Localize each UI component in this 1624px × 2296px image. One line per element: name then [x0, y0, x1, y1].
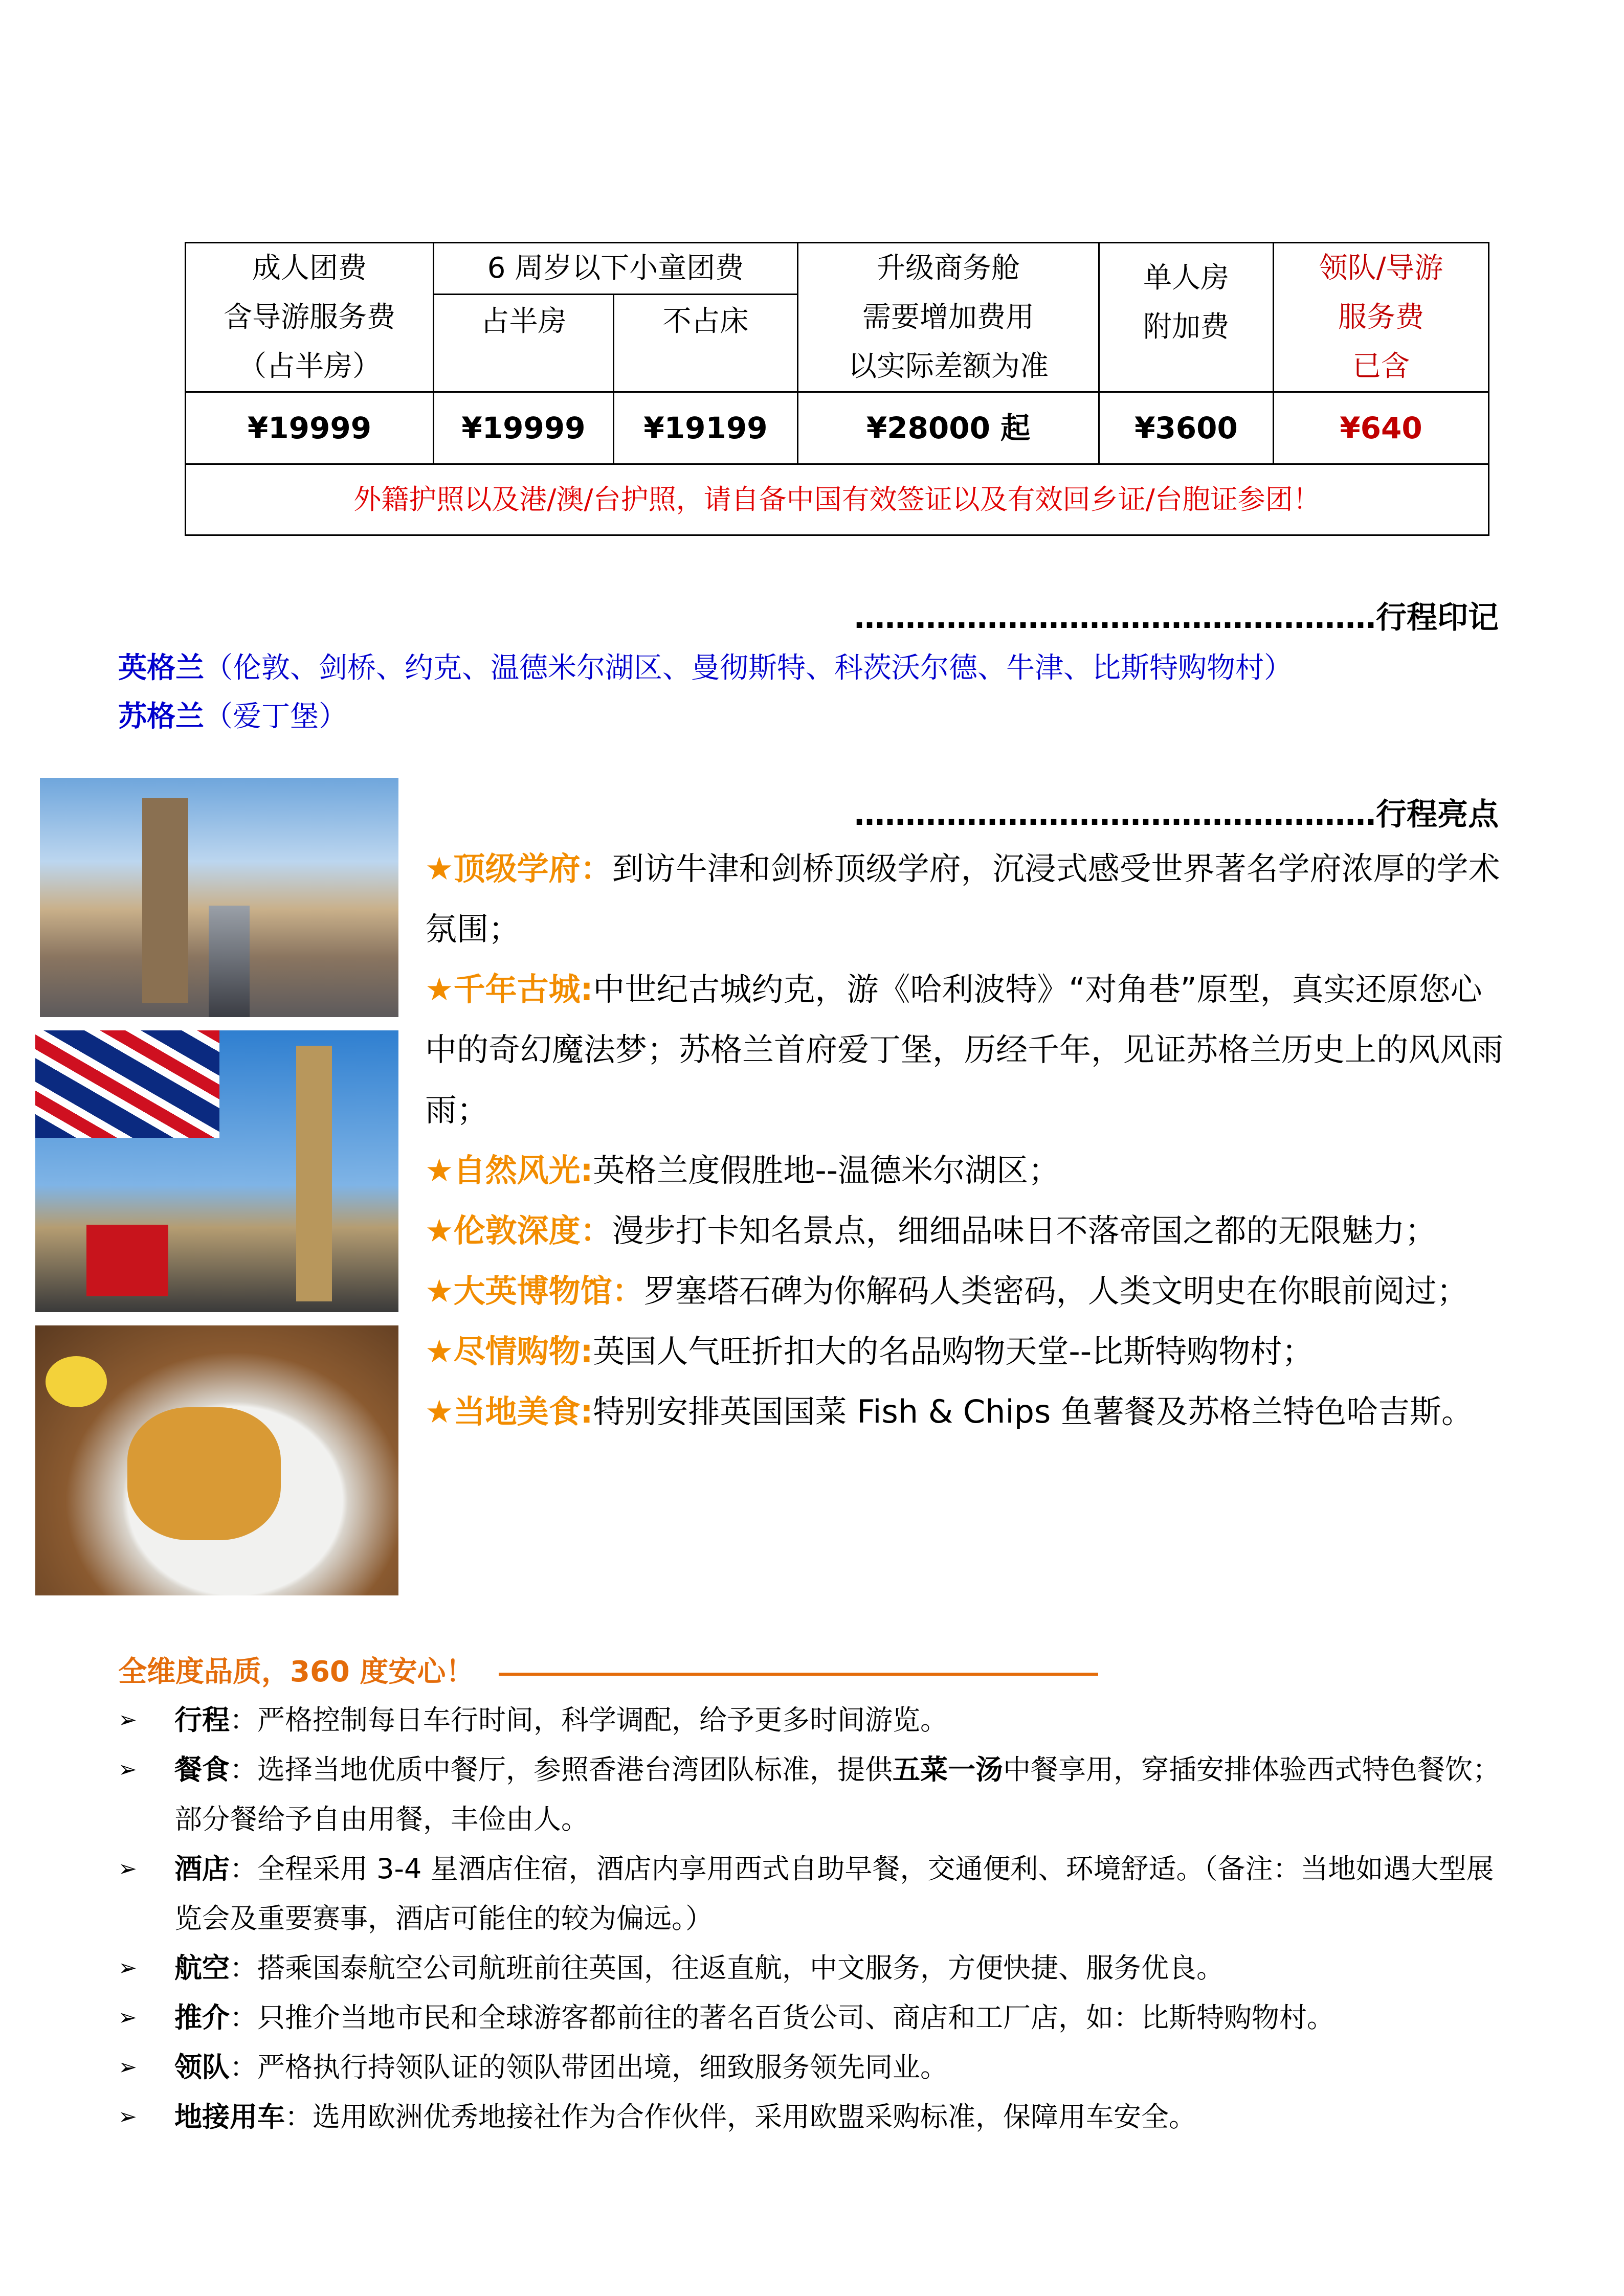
highlight-item	[425, 1201, 1504, 1261]
clock-tower-shape	[142, 798, 188, 1003]
item-label: 酒店	[174, 1853, 230, 1885]
highlight-text: 罗塞塔石碑为你解码人类密码，人类文明史在你眼前阅过；	[643, 1272, 1469, 1310]
arrow-right-icon: ➢	[118, 1757, 137, 1783]
item-text: ：选择当地优质中餐厅，参照香港台湾团队标准，提供	[230, 1753, 893, 1786]
arrow-right-icon: ➢	[118, 2054, 137, 2080]
price-table	[185, 242, 1489, 536]
header-text: 单人房	[1143, 261, 1229, 295]
arrow-right-icon: ➢	[118, 1707, 137, 1733]
highlight-label: ★千年古城:	[425, 971, 593, 1008]
item-label: 餐食	[174, 1753, 230, 1786]
header-business	[798, 243, 1099, 392]
region-england	[118, 645, 1293, 686]
fried-fish-shape	[127, 1407, 281, 1540]
quality-title: 全维度品质，360 度安心！	[118, 1655, 475, 1689]
highlight-item	[425, 1140, 1504, 1201]
quality-item	[118, 1844, 1504, 1943]
region-places: （爱丁堡）	[204, 700, 347, 733]
item-label: 航空	[174, 1952, 230, 1984]
highlights-title: ……………………………………………行程亮点	[854, 797, 1499, 832]
highlight-item	[425, 1382, 1504, 1442]
header-text: 服务费	[1338, 300, 1424, 334]
region-scotland	[118, 694, 347, 735]
passport-note: 外籍护照以及港/澳/台护照，请自备中国有效签证以及有效回乡证/台胞证参团！	[186, 464, 1489, 535]
arrow-right-icon: ➢	[118, 1955, 137, 1981]
header-text: 已含	[1352, 349, 1410, 383]
region-name: 苏格兰	[118, 700, 204, 733]
header-text: 领队/导游	[1319, 251, 1443, 285]
street-shape	[209, 906, 250, 1017]
header-child-half-room: 占半房	[434, 295, 614, 392]
highlight-item	[425, 839, 1504, 959]
highlight-text: 漫步打卡知名景点，细细品味日不落帝国之都的无限魅力；	[612, 1212, 1437, 1249]
highlight-item	[425, 959, 1504, 1140]
item-label: 地接用车	[174, 2101, 285, 2133]
highlight-label: ★自然风光:	[425, 1152, 593, 1189]
highlight-text: 到访牛津和剑桥顶级学府，沉浸式感受世界著名学府浓厚的学术氛围；	[425, 850, 1500, 948]
quality-item	[118, 1695, 1504, 1745]
item-text: ：严格执行持领队证的领队带团出境，细致服务领先同业。	[230, 2051, 948, 2083]
header-text: 含导游服务费	[224, 300, 395, 334]
highlight-label: ★尽情购物:	[425, 1333, 593, 1370]
price-guide: ¥640	[1274, 392, 1489, 464]
header-text: 成人团费	[252, 251, 367, 285]
header-text: 以实际差额为准	[848, 349, 1049, 383]
header-adult	[186, 243, 434, 392]
item-text: ：只推介当地市民和全球游客都前往的著名百货公司、商店和工厂店，如：比斯特购物村。	[230, 2001, 1334, 2034]
item-text: ：选用欧洲优秀地接社作为合作伙伴，采用欧盟采购标准，保障用车安全。	[285, 2101, 1196, 2133]
header-text: 需要增加费用	[862, 300, 1034, 334]
region-places: （伦敦、剑桥、约克、温德米尔湖区、曼彻斯特、科茨沃尔德、牛津、比斯特购物村）	[204, 651, 1293, 685]
highlight-text: 中世纪古城约克，游《哈利波特》“对角巷”原型，真实还原您心中的奇幻魔法梦；苏格兰首府爱丁堡，历经千年，见证苏格兰历史上的风风雨雨；	[425, 971, 1504, 1129]
quality-divider	[499, 1673, 1098, 1676]
big-ben-shape	[296, 1046, 332, 1301]
header-single	[1099, 243, 1274, 392]
highlight-label: ★大英博物馆：	[425, 1272, 644, 1310]
highlight-label: ★伦敦深度：	[425, 1212, 612, 1249]
quality-item	[118, 2042, 1504, 2092]
edinburgh-photo	[40, 778, 398, 1017]
item-text: ：全程采用 3-4 星酒店住宿，酒店内享用西式自助早餐，交通便利、环境舒适。（备注：当地如遇大型展览会及重要赛事，酒店可能住的较为偏远。）	[174, 1853, 1494, 1934]
highlight-item	[425, 1261, 1504, 1321]
header-child-no-bed: 不占床	[614, 295, 798, 392]
highlight-item	[425, 1321, 1504, 1382]
highlight-text: 英格兰度假胜地--温德米尔湖区；	[593, 1152, 1060, 1189]
london-photo	[35, 1030, 398, 1312]
quality-item	[118, 1993, 1504, 2042]
item-label: 行程	[174, 1704, 230, 1736]
price-business: ¥28000 起	[798, 392, 1099, 464]
item-text: ：搭乘国泰航空公司航班前往英国，往返直航，中文服务，方便快捷、服务优良。	[230, 1952, 1224, 1984]
fish-and-chips-photo	[35, 1325, 398, 1595]
quality-item	[118, 1943, 1504, 1993]
item-bold-text: 五菜一汤	[893, 1753, 1003, 1786]
highlight-label: ★当地美食:	[425, 1393, 593, 1430]
price-single: ¥3600	[1099, 392, 1274, 464]
header-text: （占半房）	[238, 349, 381, 383]
price-adult: ¥19999	[186, 392, 434, 464]
lemon-shape	[46, 1356, 107, 1407]
arrow-right-icon: ➢	[118, 2005, 137, 2031]
header-child: 6 周岁以下小童团费	[434, 243, 798, 295]
item-text: 中餐享用，穿插安排体验西式特色餐饮；部分餐给予自由用餐，丰俭由人。	[174, 1753, 1500, 1835]
header-text: 附加费	[1143, 310, 1229, 344]
region-name: 英格兰	[118, 651, 204, 685]
item-label: 推介	[174, 2001, 230, 2034]
highlight-label: ★顶级学府：	[425, 850, 612, 887]
arrow-right-icon: ➢	[118, 2104, 137, 2130]
quality-item	[118, 1745, 1504, 1844]
arrow-right-icon: ➢	[118, 1856, 137, 1882]
quality-list	[118, 1695, 1504, 2142]
item-text: ：严格控制每日车行时间，科学调配，给予更多时间游览。	[230, 1704, 948, 1736]
imprint-title: ……………………………………………行程印记	[854, 600, 1499, 636]
red-bus-shape	[86, 1225, 168, 1296]
price-child-no-bed: ¥19199	[614, 392, 798, 464]
item-label: 领队	[174, 2051, 230, 2083]
highlight-text: 英国人气旺折扣大的名品购物天堂--比斯特购物村；	[593, 1333, 1314, 1370]
header-text: 升级商务舱	[877, 251, 1020, 285]
highlights-list	[425, 839, 1504, 1442]
highlight-text: 特别安排英国国菜 Fish & Chips 鱼薯餐及苏格兰特色哈吉斯。	[593, 1393, 1474, 1430]
header-guide	[1274, 243, 1489, 392]
union-jack-flag	[35, 1030, 219, 1138]
price-child-half-room: ¥19999	[434, 392, 614, 464]
quality-item	[118, 2092, 1504, 2142]
